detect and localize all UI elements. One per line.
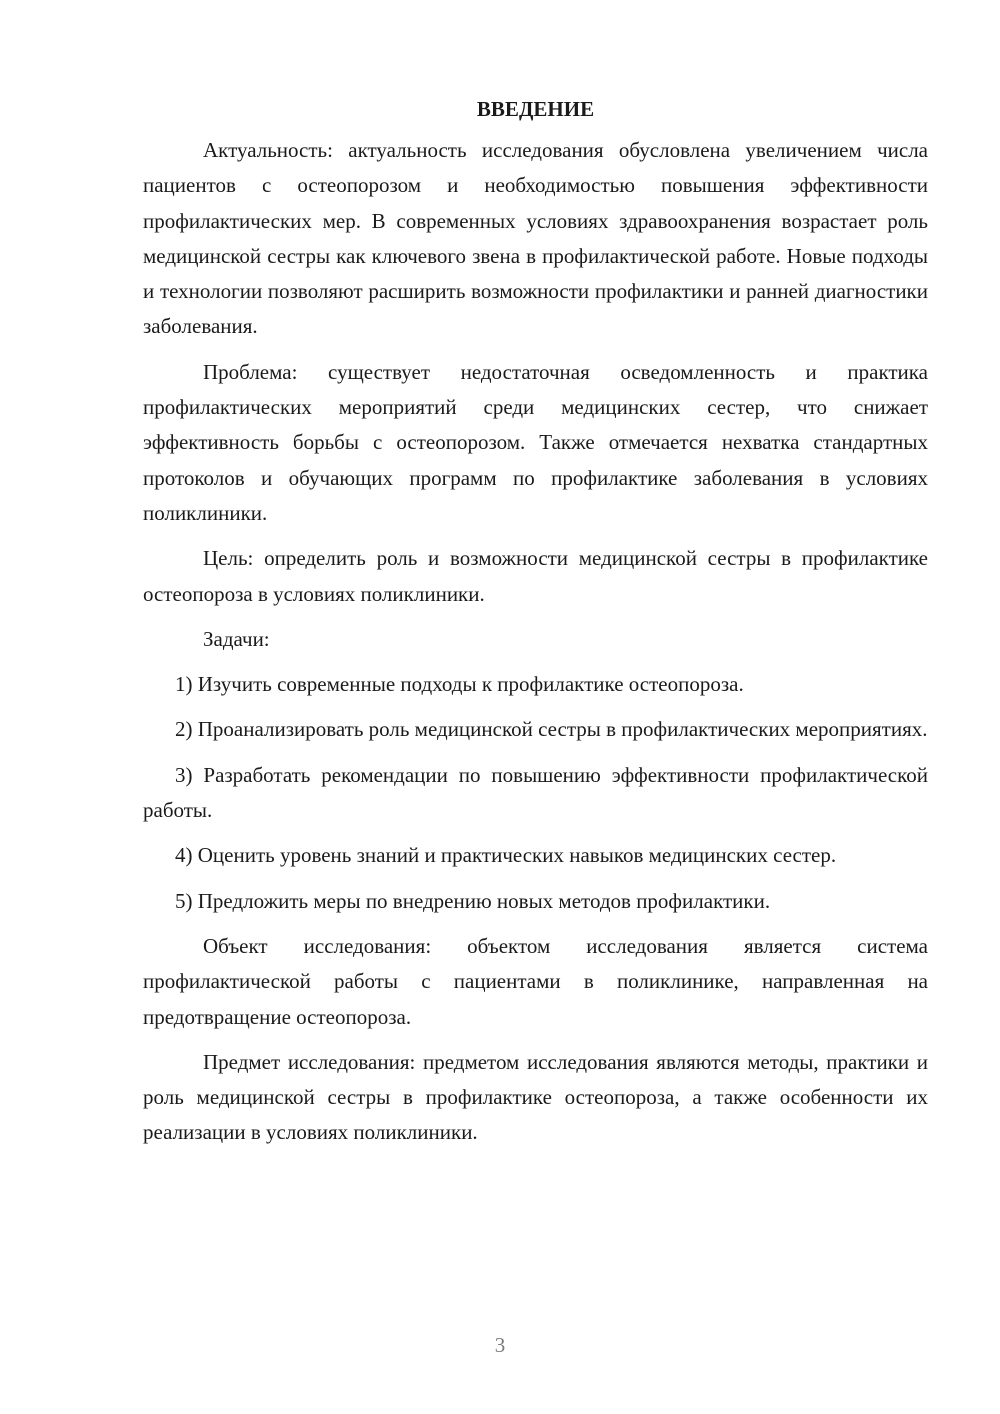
task-item: 2) Проанализировать роль медицинской сестры в профилактических мероприятиях. bbox=[175, 717, 928, 742]
paragraph-object: Объект исследования: объектом исследования является система профилактической работы с пациентами в поликлинике, направленная на предотвращение остеопороза. bbox=[143, 933, 928, 1029]
task-item: 4) Оценить уровень знаний и практических навыков медицинских сестер. bbox=[175, 843, 837, 868]
task-item: 3) Разработать рекомендации по повышению эффективности профилактической работы. bbox=[143, 762, 928, 823]
tasks-label: Задачи: bbox=[203, 626, 270, 651]
task-item: 1) Изучить современные подходы к профилактике остеопороза. bbox=[175, 672, 744, 697]
paragraph-relevance: Актуальность: актуальность исследования обусловлена увеличением числа пациентов с остеопорозом и необходимостью повышения эффективности профилактических мер. В современных условиях здравоохранения возрастает роль медицинской сестры как ключевого звена в профилактической работе. Новые подходы и технологии позволяют расширить возможности профилактики и ранней диагностики заболевания. bbox=[143, 138, 928, 339]
paragraph-subject: Предмет исследования: предметом исследования являются методы, практики и роль медицинской сестры в профилактике остеопороза, а также особенности их реализации в условиях поликлиники. bbox=[143, 1049, 928, 1145]
paragraph-problem: Проблема: существует недостаточная осведомленность и практика профилактических мероприятий среди медицинских сестер, что снижает эффективность борьбы с остеопорозом. Также отмечается нехватка стандартных протоколов и обучающих программ по профилактике заболевания в условиях поликлиники. bbox=[143, 359, 928, 525]
section-heading: ВВЕДЕНИЕ bbox=[476, 97, 595, 121]
document-page bbox=[143, 92, 928, 1151]
task-item: 5) Предложить меры по внедрению новых методов профилактики. bbox=[175, 888, 771, 913]
paragraph-goal: Цель: определить роль и возможности медицинской сестры в профилактике остеопороза в условиях поликлиники. bbox=[143, 546, 928, 606]
page-number: 3 bbox=[494, 1333, 506, 1357]
